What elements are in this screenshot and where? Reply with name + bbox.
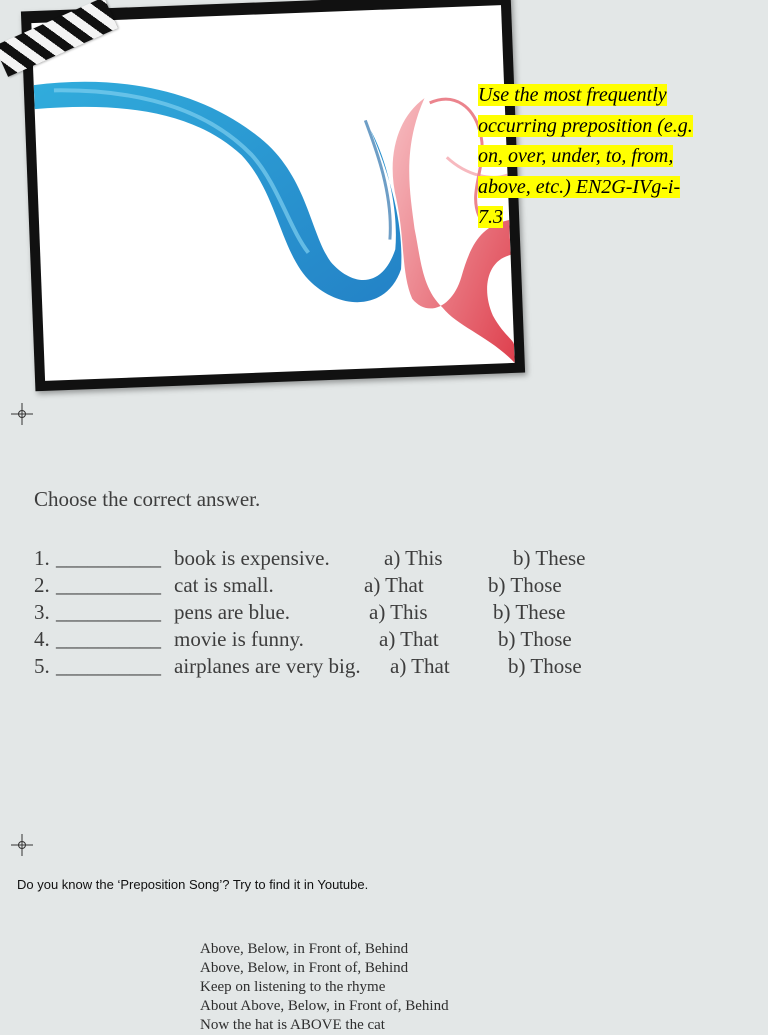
answer-blank: __________	[56, 654, 161, 678]
objective-line-4: above, etc.) EN2G-IVg-i-	[478, 175, 681, 198]
photo-frame	[21, 0, 525, 391]
objective-line-3: on, over, under, to, from,	[478, 145, 674, 167]
answer-blank: __________	[56, 573, 161, 597]
answer-blank: __________	[56, 627, 161, 651]
option-b: b) These	[493, 600, 566, 624]
question-number: 3.	[34, 600, 50, 624]
option-b: b) Those	[498, 627, 572, 651]
question-text: movie is funny.	[174, 627, 304, 651]
objective-line-1: Use the most frequently	[478, 84, 667, 106]
option-a: a) That	[390, 654, 450, 678]
question-text: cat is small.	[174, 573, 274, 597]
objective-line-5: 7.3	[478, 206, 503, 228]
question-text: book is expensive.	[174, 546, 330, 570]
song-prompt: Do you know the ‘Preposition Song’? Try to find it in Youtube.	[17, 877, 369, 892]
smoke-illustration	[31, 5, 514, 381]
smoke-image	[31, 5, 514, 381]
objective-line-2: occurring preposition (e.g.	[478, 114, 693, 137]
crosshair-icon	[11, 834, 33, 856]
option-a: a) That	[364, 573, 424, 597]
option-a: a) This	[369, 600, 428, 624]
rhyme-line: About Above, Below, in Front of, Behind	[200, 998, 449, 1014]
rhyme-line: Above, Below, in Front of, Behind	[200, 960, 409, 976]
option-a: a) This	[384, 546, 443, 570]
question-number: 5.	[34, 654, 50, 678]
rhyme-line: Now the hat is ABOVE the cat	[200, 1017, 385, 1033]
option-b: b) These	[513, 546, 586, 570]
learning-objective	[478, 80, 718, 233]
question-text: pens are blue.	[174, 600, 291, 624]
question-number: 1.	[34, 546, 50, 570]
question-text: airplanes are very big.	[174, 654, 361, 678]
option-a: a) That	[379, 627, 439, 651]
rhyme-lyrics	[200, 940, 449, 1035]
crosshair-icon	[11, 403, 33, 425]
rhyme-line: Above, Below, in Front of, Behind	[200, 941, 409, 957]
answer-blank: __________	[56, 600, 161, 624]
instruction-heading: Choose the correct answer.	[34, 487, 261, 511]
rhyme-line: Keep on listening to the rhyme	[200, 979, 386, 995]
answer-blank: __________	[56, 546, 161, 570]
question-number: 4.	[34, 627, 50, 651]
question-number: 2.	[34, 573, 50, 597]
option-b: b) Those	[508, 654, 582, 678]
option-b: b) Those	[488, 573, 562, 597]
